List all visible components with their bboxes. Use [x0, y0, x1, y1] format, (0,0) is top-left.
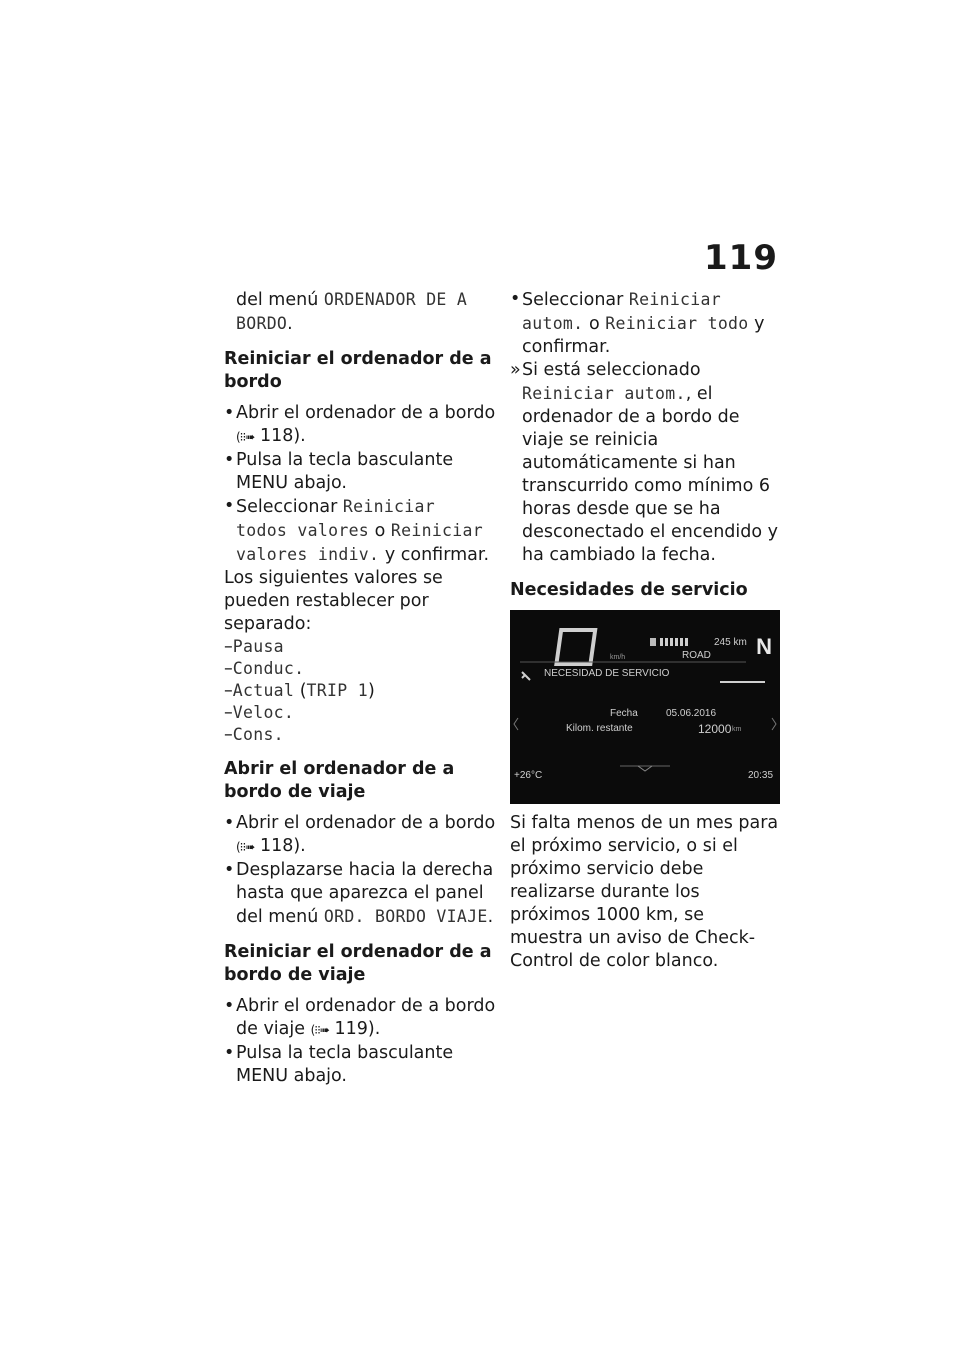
list-item: • Seleccionar Reiniciar autom. o Reiniciar todo y confirmar.: [510, 289, 765, 357]
list-item: • Pulsa la tecla basculante MENU abajo.: [224, 450, 454, 493]
date-label: Fecha: [610, 708, 638, 719]
note-text: Los siguientes valores se pueden restablecer por separado:: [224, 568, 443, 634]
distance-unit: km: [732, 726, 742, 733]
list-item: • Seleccionar Reiniciar todos valores o Reiniciar valores indiv. y confirmar.: [224, 496, 490, 565]
list-item: –Pausa: [224, 637, 284, 657]
temperature: +26°C: [514, 770, 543, 781]
list-item: –Actual (TRIP 1): [224, 681, 375, 701]
list-item: –Cons.: [224, 725, 284, 745]
clock: 20:35: [748, 770, 774, 781]
instrument-cluster-screenshot: [510, 610, 780, 804]
service-title: NECESIDAD DE SERVICIO: [544, 668, 670, 679]
page-reference-icon: (⁝⁝➠: [236, 840, 255, 854]
list-item: • Abrir el ordenador de a bordo (⁝⁝➠ 118).: [224, 813, 496, 856]
page-number: 119: [704, 238, 778, 278]
gear-indicator: N: [756, 634, 772, 659]
left-column: [224, 288, 496, 1088]
distance-value: 12000: [698, 722, 732, 736]
result-item: » Si está seleccionado Reiniciar autom., el ordenador de a bordo de viaje se reinicia automáticamente si han transcurrido como mínimo 6 horas desde que se ha desconectado el encendido y ha cambiado la fecha.: [510, 360, 778, 565]
list-item: • Abrir el ordenador de a bordo (⁝⁝➠ 118).: [224, 403, 496, 446]
range-value: 245 km: [714, 637, 747, 648]
list-item: • Desplazarse hacia la derecha hasta que aparezca el panel del menú ORD. BORDO VIAJE.: [224, 860, 494, 927]
heading-reset-trip-computer: Reiniciar el ordenador de a bordo de viaje: [224, 942, 492, 985]
right-column: [510, 288, 782, 973]
heading-open-trip-computer: Abrir el ordenador de a bordo de viaje: [224, 759, 455, 802]
page-reference-icon: (⁝⁝➠: [236, 430, 255, 444]
date-value: 05.06.2016: [666, 708, 717, 719]
heading-service-needs: Necesidades de servicio: [510, 580, 748, 600]
speed-unit: km/h: [610, 654, 626, 661]
list-item: • Abrir el ordenador de a bordo de viaje (⁝⁝➠ 119).: [224, 996, 496, 1039]
ride-mode: ROAD: [682, 650, 711, 661]
list-item: –Veloc.: [224, 703, 295, 723]
list-item: –Conduc.: [224, 659, 305, 679]
page-reference-icon: (⁝⁝➠: [310, 1023, 329, 1037]
intro-text: del menú ORDENADOR DE A BORDO.: [236, 290, 468, 334]
distance-label: Kilom. restante: [566, 723, 633, 734]
service-paragraph: Si falta menos de un mes para el próximo servicio, o si el próximo servicio debe realizarse durante los próximos 1000 km, se muestra un aviso de Check-Control de color blanco.: [510, 813, 779, 971]
heading-reset-computer: Reiniciar el ordenador de a bordo: [224, 349, 492, 392]
list-item: • Pulsa la tecla basculante MENU abajo.: [224, 1043, 454, 1086]
